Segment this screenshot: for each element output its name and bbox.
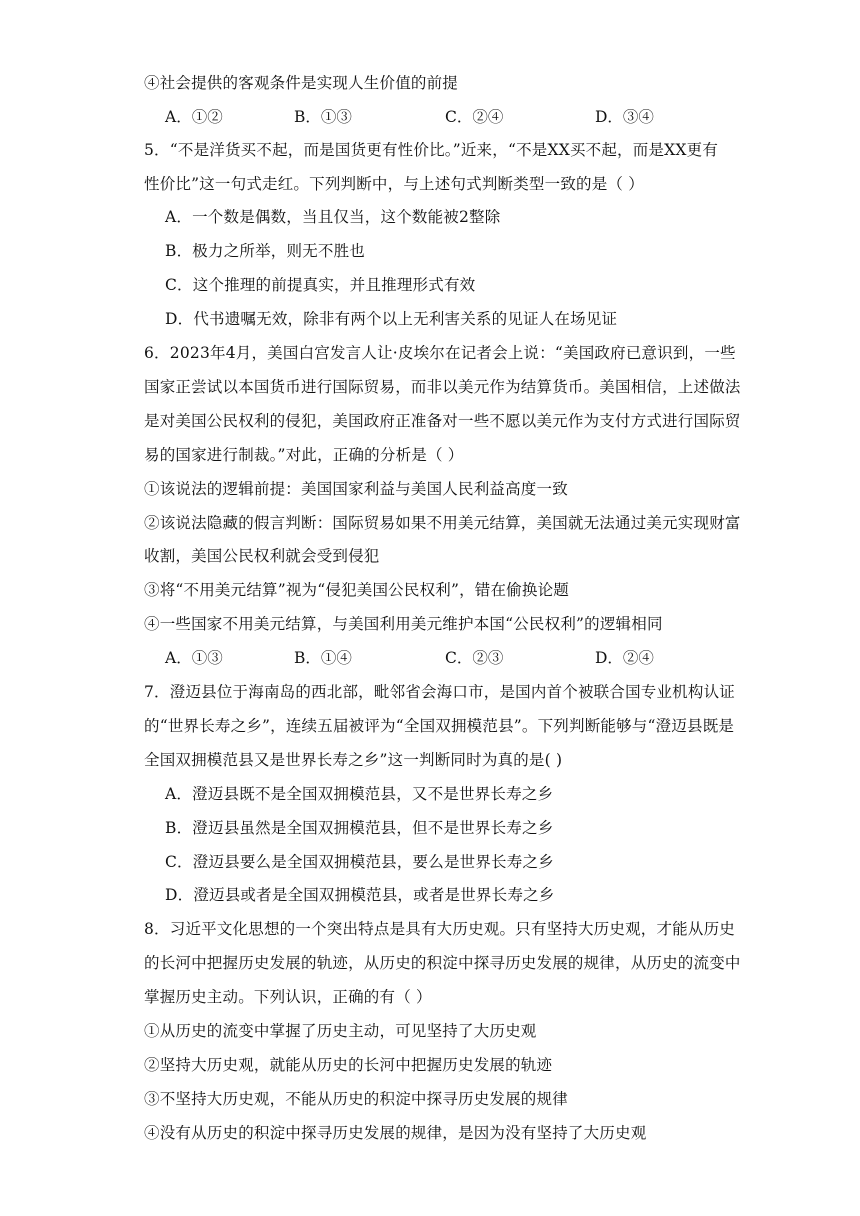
q6-stem-line-4: 易的国家进行制裁。”对此，正确的分析是（ ） xyxy=(144,446,464,464)
q4-option-b: B．①③ xyxy=(294,108,352,126)
q7-stem-line-1: 7．澄迈县位于海南岛的西北部，毗邻省会海口市，是国内首个被联合国专业机构认证 xyxy=(144,683,735,701)
q8-statement-2: ②坚持大历史观，就能从历史的长河中把握历史发展的轨迹 xyxy=(144,1056,553,1074)
q6-option-a: A．①③ xyxy=(165,649,223,667)
q6-statement-3: ③将“不用美元结算”视为“侵犯美国公民权利”，错在偷换论题 xyxy=(144,581,569,599)
q6-stem-line-3: 是对美国公民权利的侵犯，美国政府正准备对一些不愿以美元作为支付方式进行国际贸 xyxy=(144,412,741,430)
q5-option-c: C．这个推理的前提真实，并且推理形式有效 xyxy=(165,276,476,294)
q6-statement-2: ②该说法隐藏的假言判断：国际贸易如果不用美元结算，美国就无法通过美元实现财富 xyxy=(144,514,741,532)
q7-option-d: D．澄迈县或者是全国双拥模范县，或者是世界长寿之乡 xyxy=(165,886,555,904)
q4-option-a: A．①② xyxy=(165,108,223,126)
q6-statement-4: ④一些国家不用美元结算，与美国利用美元维护本国“公民权利”的逻辑相同 xyxy=(144,615,663,633)
q8-stem-line-2: 的长河中把握历史发展的轨迹，从历史的积淀中探寻历史发展的规律，从历史的流变中 xyxy=(144,954,741,972)
q5-option-b: B．极力之所举，则无不胜也 xyxy=(165,242,365,260)
q6-stem-line-2: 国家正尝试以本国货币进行国际贸易，而非以美元作为结算货币。美国相信，上述做法 xyxy=(144,378,741,396)
q8-statement-3: ③不坚持大历史观，不能从历史的积淀中探寻历史发展的规律 xyxy=(144,1090,568,1108)
q7-stem-line-3: 全国双拥模范县又是世界长寿之乡”这一判断同时为真的是( ) xyxy=(144,751,563,769)
q5-stem-line-2: 性价比”这一句式走红。下列判断中，与上述句式判断类型一致的是（ ） xyxy=(144,175,644,193)
q6-statement-1: ①该说法的逻辑前提：美国国家利益与美国人民利益高度一致 xyxy=(144,480,568,498)
q4-option-d: D．③④ xyxy=(595,108,654,126)
q5-stem-line-1: 5．“不是洋货买不起，而是国货更有性价比。”近来，“不是XX买不起，而是XX更有 xyxy=(144,141,719,159)
q4-option-c: C．②④ xyxy=(445,108,504,126)
q6-option-d: D．②④ xyxy=(595,649,654,667)
q7-stem-line-2: 的“世界长寿之乡”，连续五届被评为“全国双拥模范县”。下列判断能够与“澄迈县既是 xyxy=(144,717,735,735)
q8-statement-1: ①从历史的流变中掌握了历史主动，可见坚持了大历史观 xyxy=(144,1022,537,1040)
q8-statement-4: ④没有从历史的积淀中探寻历史发展的规律，是因为没有坚持了大历史观 xyxy=(144,1124,647,1142)
q5-option-a: A．一个数是偶数，当且仅当，这个数能被2整除 xyxy=(165,208,501,226)
q4-statement-4: ④社会提供的客观条件是实现人生价值的前提 xyxy=(144,74,459,92)
q7-option-a: A．澄迈县既不是全国双拥模范县，又不是世界长寿之乡 xyxy=(165,785,554,803)
q7-option-c: C．澄迈县要么是全国双拥模范县，要么是世界长寿之乡 xyxy=(165,853,554,871)
q6-stem-line-1: 6．2023年4月，美国白宫发言人让·皮埃尔在记者会上说：“美国政府已意识到，一些 xyxy=(144,344,736,362)
q6-statement-2-cont: 收割，美国公民权利就会受到侵犯 xyxy=(144,547,380,565)
q6-option-b: B．①④ xyxy=(294,649,352,667)
q8-stem-line-1: 8．习近平文化思想的一个突出特点是具有大历史观。只有坚持大历史观，才能从历史 xyxy=(144,920,735,938)
q8-stem-line-3: 掌握历史主动。下列认识，正确的有（ ） xyxy=(144,988,432,1006)
q5-option-d: D．代书遗嘱无效，除非有两个以上无利害关系的见证人在场见证 xyxy=(165,310,618,328)
q7-option-b: B．澄迈县虽然是全国双拥模范县，但不是世界长寿之乡 xyxy=(165,819,554,837)
q6-option-c: C．②③ xyxy=(445,649,504,667)
